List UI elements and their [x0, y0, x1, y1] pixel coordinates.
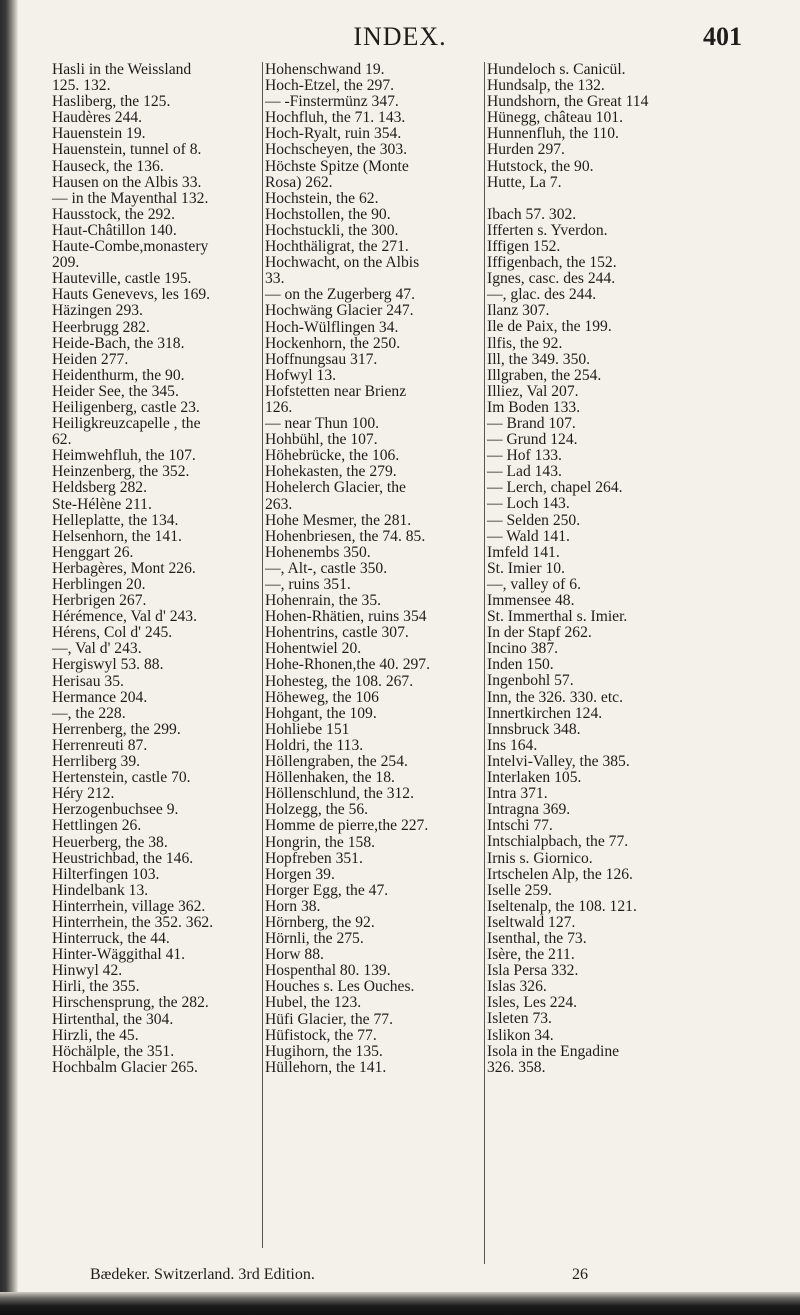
index-entry: Hohentwiel 20. [265, 640, 362, 658]
index-entry: Houches s. Les Ouches. [265, 978, 415, 996]
index-entry: Hettlingen 26. [52, 817, 142, 835]
index-entry: Hofwyl 13. [265, 366, 337, 384]
index-entry: Heimwehfluh, the 107. [52, 447, 196, 465]
index-entry: Hasliberg, the 125. [52, 93, 171, 111]
index-entry: Herblingen 20. [52, 576, 146, 593]
index-entry: Höllenschlund, the 312. [265, 785, 414, 803]
index-entry: Holzegg, the 56. [265, 801, 369, 819]
index-entry: — Loch 143. [487, 495, 570, 513]
index-entry: — Selden 250. [487, 511, 581, 529]
index-entry: Hauenstein, tunnel of 8. [52, 141, 202, 159]
index-entry: Hohe-Rhonen,the 40. 297. [265, 656, 431, 674]
index-entry: Isenthal, the 73. [487, 929, 587, 947]
index-entry: 126. [265, 398, 293, 416]
index-entry: Intschialpbach, the 77. [487, 833, 629, 851]
index-entry: Hohelerch Glacier, the [265, 479, 406, 497]
index-entry: Hinterrhein, village 362. [52, 897, 206, 915]
index-entry: Hausen on the Albis 33. [52, 173, 202, 191]
index-entry: Höhebrücke, the 106. [265, 447, 400, 465]
index-entry: Illiez, Val 207. [487, 382, 579, 400]
index-entry: Hohentrins, castle 307. [265, 624, 409, 642]
index-entry: — Hof 133. [487, 447, 562, 465]
index-entry: Inn, the 326. 330. etc. [487, 688, 623, 706]
index-entry: Hohenrain, the 35. [265, 592, 382, 610]
index-entry: Hüllehorn, the 141. [265, 1058, 387, 1076]
index-entry: Hohesteg, the 108. 267. [265, 672, 414, 690]
index-entry: Hockenhorn, the 250. [265, 334, 401, 352]
index-entry: St. Immerthal s. Imier. [487, 608, 628, 626]
index-entry: Im Boden 133. [487, 398, 581, 416]
index-entry: Hochwäng Glacier 247. [265, 302, 414, 320]
index-entry: Intragna 369. [487, 801, 571, 819]
index-entry: Heider See, the 345. [52, 382, 179, 400]
index-entry: Hohenbriesen, the 74. 85. [265, 527, 426, 545]
index-entry: Ingenbohl 57. [487, 672, 574, 690]
index-entry: Holdri, the 113. [265, 736, 364, 754]
index-entry: Iffigen 152. [487, 237, 561, 255]
index-entry: Haut-Châtillon 140. [52, 221, 177, 239]
index-entry: Heiden 277. [52, 350, 129, 368]
index-entry: Ignes, casc. des 244. [487, 270, 616, 288]
index-entry: — Grund 124. [487, 431, 578, 449]
index-entry: Islikon 34. [487, 1026, 554, 1044]
index-entry: Hochfluh, the 71. 143. [265, 109, 406, 127]
index-entry: Helsenhorn, the 141. [52, 527, 182, 545]
page-footer: Bædeker. Switzerland. 3rd Edition. [90, 1266, 315, 1283]
index-column-3 [484, 62, 707, 1264]
index-entry: Hochbalm Glacier 265. [52, 1058, 198, 1076]
index-entry: Ilfis, the 92. [487, 334, 563, 352]
index-entry: Herrliberg 39. [52, 753, 141, 771]
index-entry: Interlaken 105. [487, 769, 582, 787]
index-entry: Horger Egg, the 47. [265, 881, 389, 899]
index-entry: Hofstetten near Brienz [265, 382, 407, 400]
index-entry: Iselle 259. [487, 881, 552, 899]
index-entry: Hauenstein 19. [52, 125, 146, 143]
index-entry: Hinwyl 42. [52, 962, 123, 980]
index-entry: Hirtenthal, the 304. [52, 1010, 174, 1028]
index-entry: — Lad 143. [487, 463, 562, 481]
index-entry: Hutstock, the 90. [487, 157, 594, 175]
index-entry: — near Thun 100. [265, 415, 380, 433]
index-entry: Heldsberg 282. [52, 479, 147, 497]
index-entry: Hindelbank 13. [52, 881, 149, 899]
index-entry: —, the 228. [52, 704, 126, 722]
index-entry: Hongrin, the 158. [265, 833, 376, 851]
index-entry: Imfeld 141. [487, 543, 560, 561]
index-entry: Herzogenbuchsee 9. [52, 801, 179, 819]
book-binding-edge [0, 0, 18, 1315]
index-entry: — -Finstermünz 347. [265, 93, 399, 111]
index-entry: Hohe Mesmer, the 281. [265, 511, 412, 529]
index-entry: Hochstuckli, the 300. [265, 221, 399, 239]
index-entry: Immensee 48. [487, 592, 575, 609]
index-entry: Hertenstein, castle 70. [52, 769, 191, 787]
index-entry: Ins 164. [487, 736, 538, 754]
index-entry: Heustrichbad, the 146. [52, 849, 194, 867]
index-entry: Isles, Les 224. [487, 994, 578, 1012]
index-entry: Hausstock, the 292. [52, 205, 175, 223]
index-entry: Hasli in the Weissland [52, 61, 192, 78]
index-entry: Isleten 73. [487, 1010, 552, 1028]
index-entry: Hinterrhein, the 352. 362. [52, 913, 214, 931]
index-entry: Hinterruck, the 44. [52, 930, 170, 948]
index-entry: Hoffnungsau 317. [265, 350, 378, 368]
index-entry: Hünegg, château 101. [487, 109, 623, 127]
index-entry: Ifferten s. Yverdon. [487, 221, 608, 239]
index-entry: Iffigenbach, the 152. [487, 254, 617, 272]
index-entry: Hunnenfluh, the 110. [487, 125, 619, 143]
index-entry: Hohgant, the 109. [265, 704, 377, 722]
index-entry: Horn 38. [265, 897, 321, 915]
index-entry: 326. 358. [487, 1058, 546, 1076]
index-entry: Höchälple, the 351. [52, 1042, 175, 1060]
index-entry: Hochthäligrat, the 271. [265, 238, 409, 256]
index-entry: Heerbrugg 282. [52, 318, 150, 336]
index-entry: —, glac. des 244. [487, 286, 597, 304]
index-entry: Irtschelen Alp, the 126. [487, 865, 633, 883]
index-entry: — Brand 107. [487, 414, 576, 432]
index-entry: St. Imier 10. [487, 559, 565, 577]
index-entry: — Lerch, chapel 264. [487, 479, 623, 497]
index-entry: Haudères 244. [52, 109, 143, 127]
index-entry: Ibach 57. 302. [487, 205, 577, 223]
index-entry: Hutte, La 7. [487, 173, 562, 191]
index-entry: Rosa) 262. [265, 173, 333, 191]
index-entry: Innertkirchen 124. [487, 704, 603, 722]
index-entry: Intschi 77. [487, 817, 553, 835]
index-entry: Hubel, the 123. [265, 994, 362, 1012]
index-entry: Héry 212. [52, 785, 115, 803]
index-entry: Hörnberg, the 92. [265, 913, 375, 931]
index-column-1 [52, 62, 252, 1076]
index-entry: Höheweg, the 106 [265, 688, 379, 706]
index-entry: Heide-Bach, the 318. [52, 334, 185, 352]
index-column-2 [262, 62, 477, 1248]
index-entry: Heidenthurm, the 90. [52, 366, 185, 384]
index-entry: Hoch-Wülflingen 34. [265, 318, 399, 336]
index-entry: Hundshorn, the Great 114 [487, 93, 649, 111]
index-entry: 209. [52, 254, 80, 272]
index-entry: Hospenthal 80. 139. [265, 962, 391, 980]
index-entry: Ill, the 349. 350. [487, 350, 591, 368]
index-entry: Horgen 39. [265, 865, 335, 883]
index-entry: — Wald 141. [487, 527, 570, 545]
index-entry: Hurden 297. [487, 141, 565, 159]
page-title: INDEX. [353, 22, 447, 51]
index-entry: Hoch-Ryalt, ruin 354. [265, 125, 402, 143]
index-entry: Hüfi Glacier, the 77. [265, 1010, 393, 1028]
index-entry: Helleplatte, the 134. [52, 511, 179, 529]
index-entry: Incino 387. [487, 640, 559, 658]
index-entry: Hüfistock, the 77. [265, 1026, 377, 1044]
index-entry: — in the Mayenthal 132. [52, 189, 209, 207]
index-entry: — on the Zugerberg 47. [265, 286, 415, 304]
index-entry: Heinzenberg, the 352. [52, 463, 190, 481]
index-entry: 62. [52, 431, 72, 449]
index-entry: Hérémence, Val d' 243. [52, 608, 197, 626]
index-entry: Hermance 204. [52, 688, 148, 706]
signature-mark: 26 [572, 1266, 588, 1283]
index-entry: Hauteville, castle 195. [52, 270, 192, 288]
index-entry: Homme de pierre,the 227. [265, 817, 429, 835]
index-entry: Hohbühl, the 107. [265, 431, 378, 449]
index-entry: —, ruins 351. [265, 576, 351, 593]
index-entry: Ile de Paix, the 199. [487, 318, 612, 336]
index-entry: —, valley of 6. [487, 575, 581, 593]
index-entry: Iseltwald 127. [487, 913, 576, 931]
index-entry: Hochstein, the 62. [265, 189, 379, 207]
index-entry: Hirschensprung, the 282. [52, 994, 209, 1012]
index-entry: 263. [265, 495, 293, 513]
index-entry: Hörnli, the 275. [265, 930, 364, 948]
index-entry: Höllengraben, the 254. [265, 753, 408, 771]
index-entry: —, Val d' 243. [52, 640, 142, 658]
index-entry: Hérens, Col d' 245. [52, 624, 173, 642]
index-entry: Hohen-Rhätien, ruins 354 [265, 608, 427, 626]
index-entry: Henggart 26. [52, 543, 134, 561]
index-entry: Heiligenberg, castle 23. [52, 398, 200, 416]
index-entry: Höllenhaken, the 18. [265, 769, 395, 787]
index-entry: Ste-Hélène 211. [52, 495, 152, 513]
index-entry: Hochwacht, on the Albis [265, 254, 420, 272]
index-entry: Hilterfingen 103. [52, 865, 160, 883]
index-entry: Heiligkreuzcapelle , the [52, 415, 201, 433]
index-entry: Herisau 35. [52, 672, 124, 690]
index-entry: Intra 371. [487, 785, 548, 803]
index-entry: Häzingen 293. [52, 302, 143, 320]
index-entry: 33. [265, 270, 285, 288]
index-entry: Hohliebe 151 [265, 720, 350, 738]
index-entry: Hauseck, the 136. [52, 157, 164, 175]
index-entry: Inden 150. [487, 656, 554, 674]
index-entry: Hauts Genevevs, les 169. [52, 286, 211, 304]
index-entry: Hochscheyen, the 303. [265, 141, 408, 159]
index-entry: Hirli, the 355. [52, 978, 140, 996]
index-entry: 125. 132. [52, 77, 111, 95]
index-entry: Herbagères, Mont 226. [52, 559, 196, 577]
index-entry: Haute-Combe,monastery [52, 238, 209, 256]
index-entry: Hergiswyl 53. 88. [52, 656, 164, 674]
index-entry: Herbrigen 267. [52, 592, 147, 610]
index-entry: Höchste Spitze (Monte [265, 157, 409, 175]
index-entry: Hirzli, the 45. [52, 1026, 139, 1044]
index-entry: Hinter-Wäggithal 41. [52, 946, 186, 964]
index-entry: Iseltenalp, the 108. 121. [487, 897, 637, 915]
index-entry: Hoch-Etzel, the 297. [265, 77, 395, 95]
index-entry: Hopfreben 351. [265, 849, 363, 867]
index-entry: Hugihorn, the 135. [265, 1042, 383, 1060]
index-entry: Hochstollen, the 90. [265, 205, 391, 223]
scan-bottom-edge [0, 1292, 800, 1315]
index-entry: Isla Persa 332. [487, 962, 579, 980]
index-entry: Horw 88. [265, 946, 324, 964]
index-entry: Hundsalp, the 132. [487, 77, 605, 95]
index-entry: Herrenberg, the 299. [52, 720, 181, 738]
index-entry: Herrenreuti 87. [52, 736, 148, 754]
index-entry: Hohenembs 350. [265, 543, 371, 561]
index-entry: Ilanz 307. [487, 302, 550, 320]
index-entry: Hohekasten, the 279. [265, 463, 397, 481]
index-entry: Intelvi-Valley, the 385. [487, 752, 630, 770]
index-entry: Islas 326. [487, 978, 547, 996]
index-entry: Illgraben, the 254. [487, 366, 602, 384]
index-entry: Irnis s. Giornico. [487, 849, 593, 867]
index-entry: Hundeloch s. Canicül. [487, 61, 626, 78]
index-entry: Isère, the 211. [487, 946, 575, 964]
index-entry: —, Alt-, castle 350. [265, 559, 388, 577]
index-entry: Hohenschwand 19. [265, 61, 385, 78]
index-entry: In der Stapf 262. [487, 624, 592, 642]
page-number: 401 [703, 22, 742, 51]
index-entry: Isola in the Engadine [487, 1042, 620, 1060]
index-entry: Heuerberg, the 38. [52, 833, 168, 851]
index-entry: Innsbruck 348. [487, 720, 581, 738]
